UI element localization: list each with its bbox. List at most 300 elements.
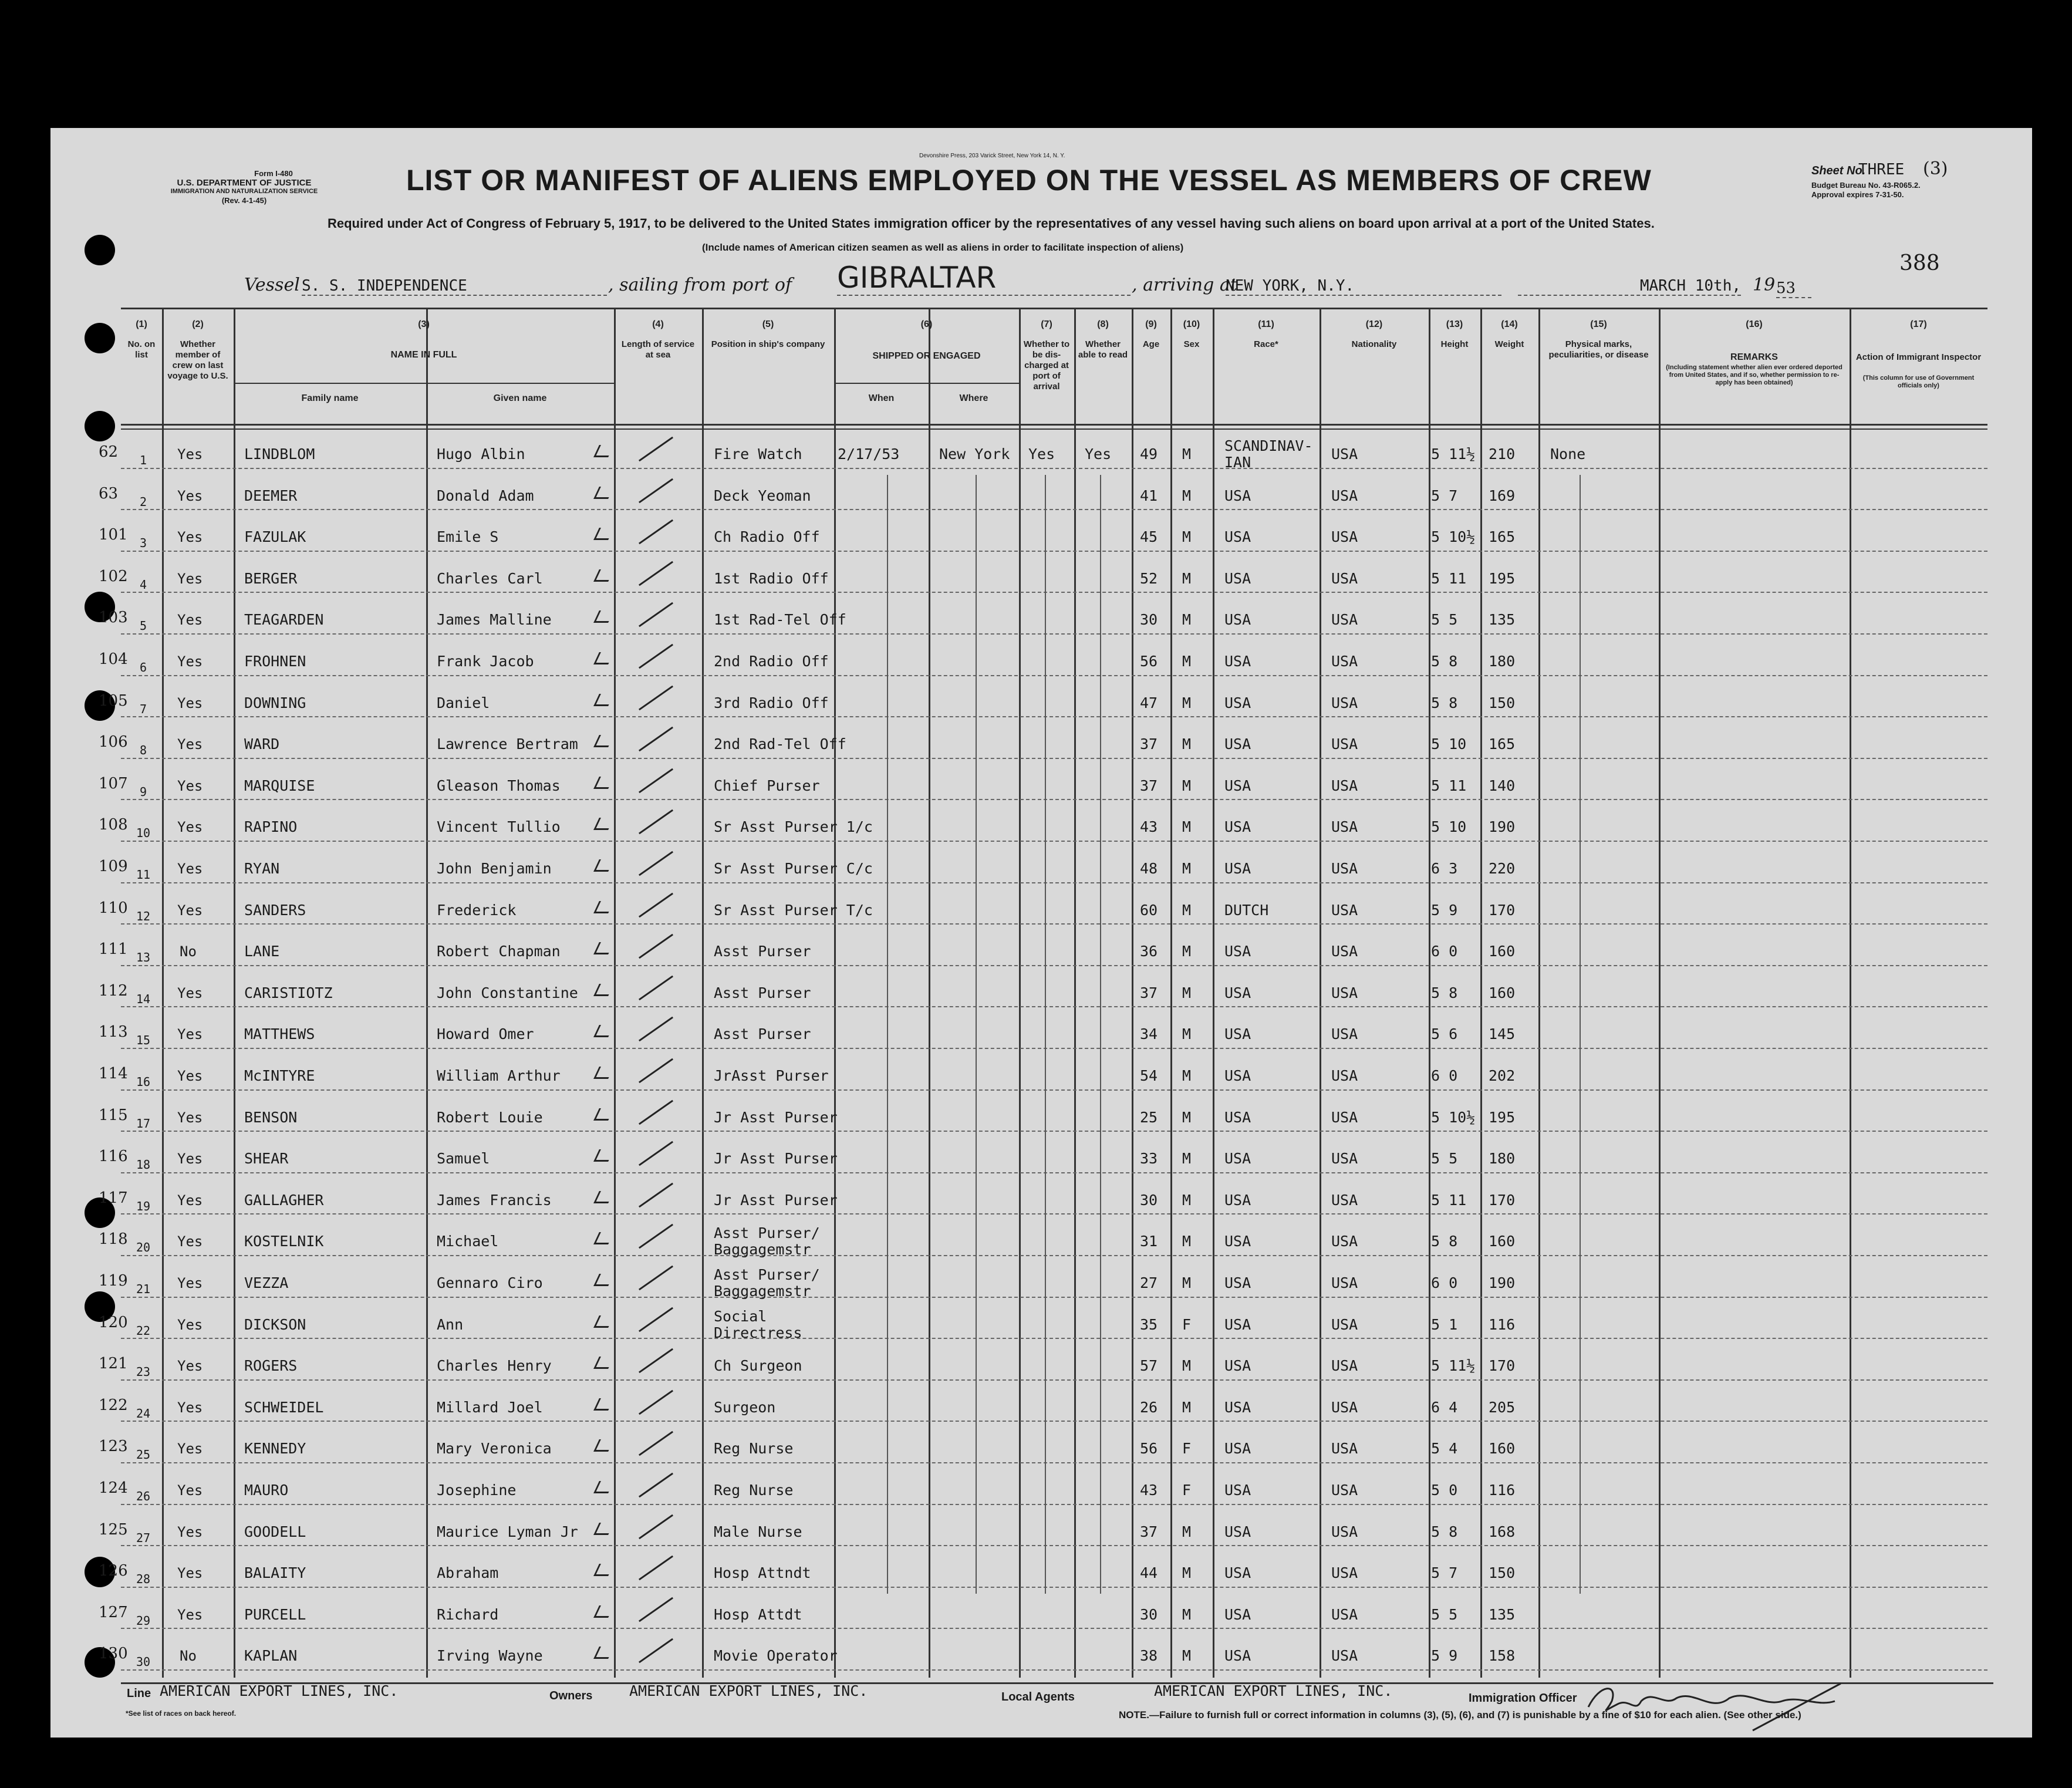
service-mark: [639, 1556, 673, 1581]
cell-last: Yes: [177, 1606, 203, 1623]
service-mark: [639, 1514, 673, 1539]
cell-sex: M: [1182, 901, 1192, 919]
cell-family: GALLAGHER: [244, 1191, 324, 1209]
check-mark: [593, 777, 614, 789]
cell-weight: 195: [1489, 569, 1516, 587]
cell-family: BENSON: [244, 1108, 298, 1126]
cell-family: BERGER: [244, 569, 298, 587]
column-number: (3): [418, 319, 430, 329]
cell-given: Gleason Thomas: [437, 777, 561, 794]
cell-height: 6 4: [1431, 1398, 1458, 1416]
cell-height: 5 10: [1431, 818, 1467, 836]
cell-nat: USA: [1331, 1150, 1358, 1168]
cell-sex: M: [1182, 653, 1192, 670]
cell-height: 5 10: [1431, 736, 1467, 753]
cell-position2: Baggagemstr: [714, 1241, 811, 1259]
cell-age: 37: [1140, 777, 1158, 794]
cell-family: DEEMER: [244, 487, 298, 504]
cell-age: 49: [1140, 446, 1158, 463]
cell-weight: 190: [1489, 818, 1516, 836]
cell-position: Asst Purser/: [714, 1266, 820, 1283]
ditto-line: [1045, 475, 1046, 1594]
cell-sex: M: [1182, 1191, 1192, 1209]
cell-hand: 125: [99, 1520, 128, 1539]
cell-weight: 165: [1489, 528, 1516, 546]
service-mark: [639, 478, 673, 503]
column-number: (6): [920, 319, 933, 329]
cell-age: 37: [1140, 984, 1158, 1001]
cell-sex: M: [1182, 1647, 1192, 1665]
cell-hand: 107: [99, 774, 128, 792]
cell-no: 19: [136, 1199, 151, 1213]
cell-weight: 165: [1489, 736, 1516, 753]
sheet-number-paren: (3): [1923, 158, 1948, 179]
cell-no: 5: [140, 619, 147, 633]
cell-race: USA: [1224, 1067, 1251, 1084]
service-mark: [639, 1307, 673, 1332]
cell-race: USA: [1224, 487, 1251, 504]
column-header: Whether able to read: [1078, 339, 1128, 360]
check-mark: [593, 1025, 614, 1037]
cell-nat: USA: [1331, 1523, 1358, 1540]
cell-sex: M: [1182, 1523, 1192, 1540]
cell-hand: 62: [99, 443, 119, 461]
cell-height: 5 5: [1431, 1150, 1458, 1168]
column-header-inspector: Action of Immigrant Inspector: [1855, 352, 1982, 362]
cell-position: 1st Radio Off: [714, 569, 829, 587]
cell-weight: 170: [1489, 1357, 1516, 1375]
cell-hand: 63: [99, 484, 119, 502]
check-mark: [593, 1357, 614, 1369]
cell-last: No: [180, 943, 197, 960]
cell-weight: 180: [1489, 1150, 1516, 1168]
cell-race: DUTCH: [1224, 901, 1269, 919]
cell-given: Daniel: [437, 694, 490, 711]
cell-given: Josephine: [437, 1482, 517, 1499]
immigration-officer-label: Immigration Officer: [1469, 1692, 1577, 1705]
cell-last: Yes: [177, 984, 203, 1001]
service-mark: [639, 1266, 673, 1291]
cell-last: Yes: [177, 1275, 203, 1291]
cell-hand: 103: [99, 609, 128, 627]
cell-nat: USA: [1331, 487, 1358, 504]
cell-height: 6 0: [1431, 1067, 1458, 1084]
manifest-sheet: [50, 128, 2032, 1738]
cell-hand: 117: [99, 1189, 128, 1207]
cell-family: DOWNING: [244, 694, 306, 711]
cell-nat: USA: [1331, 818, 1358, 836]
year: 53: [1776, 279, 1811, 298]
cell-age: 44: [1140, 1564, 1158, 1582]
service-mark: [639, 727, 673, 752]
cell-nat: USA: [1331, 1605, 1358, 1623]
cell-sex: M: [1182, 736, 1192, 753]
sheet-number: THREE: [1858, 161, 1905, 178]
department: U.S. DEPARTMENT OF JUSTICE IMMIGRATION AND NATURALIZATION SERVICE (Rev. 4-1-45): [170, 178, 318, 205]
cell-race: USA: [1224, 1482, 1251, 1499]
cell-nat: USA: [1331, 569, 1358, 587]
cell-no: 21: [136, 1282, 151, 1296]
cell-family: RAPINO: [244, 818, 298, 836]
cell-nat: USA: [1331, 1191, 1358, 1209]
cell-hand: 105: [99, 691, 128, 710]
cell-race: USA: [1224, 1440, 1251, 1458]
cell-no: 13: [136, 950, 151, 965]
cell-race: USA: [1224, 777, 1251, 794]
cell-family: VEZZA: [244, 1274, 289, 1291]
cell-no: 8: [140, 743, 147, 758]
cell-sex: M: [1182, 1150, 1192, 1168]
cell-sex: M: [1182, 1067, 1192, 1084]
cell-sex: M: [1182, 984, 1192, 1001]
cell-age: 26: [1140, 1398, 1158, 1416]
cell-position: Hosp Attndt: [714, 1564, 811, 1582]
crew-table: [50, 128, 2032, 1738]
column-number: (11): [1258, 319, 1274, 329]
cell-weight: 145: [1489, 1025, 1516, 1043]
check-mark: [593, 1398, 614, 1411]
cell-position2: Directress: [714, 1324, 802, 1341]
check-mark: [593, 901, 614, 913]
cell-given: Michael: [437, 1233, 499, 1250]
column-header-remarks: REMARKS: [1730, 352, 1778, 362]
cell-hand: 110: [99, 899, 128, 917]
vessel-name: S. S. INDEPENDENCE: [302, 277, 607, 296]
column-number: (15): [1590, 319, 1607, 329]
arrival-date: MARCH 10th,: [1518, 277, 1741, 296]
cell-no: 1: [140, 453, 147, 467]
cell-position: Hosp Attdt: [714, 1605, 802, 1623]
cell-nat: USA: [1331, 528, 1358, 546]
cell-family: SCHWEIDEL: [244, 1398, 324, 1416]
cell-height: 5 7: [1431, 1564, 1458, 1582]
cell-family: BALAITY: [244, 1564, 306, 1582]
ditto-line: [976, 475, 977, 1594]
column-number: (2): [192, 319, 204, 329]
cell-given: John Benjamin: [437, 860, 552, 877]
cell-age: 56: [1140, 1440, 1158, 1458]
cell-position: Jr Asst Purser: [714, 1191, 838, 1209]
ditto-line: [1580, 475, 1581, 1594]
cell-nat: USA: [1331, 1315, 1358, 1333]
cell-position: Social: [714, 1307, 767, 1325]
cell-position: Ch Surgeon: [714, 1357, 802, 1375]
cell-no: 30: [136, 1655, 151, 1669]
cell-weight: 168: [1489, 1523, 1516, 1540]
cell-hand: 114: [99, 1065, 128, 1082]
service-mark: [639, 602, 673, 628]
cell-no: 23: [136, 1365, 151, 1379]
cell-height: 5 4: [1431, 1440, 1458, 1458]
printer-line: Devonshire Press, 203 Varick Street, New York 14, N. Y.: [919, 153, 1065, 159]
cell-no: 16: [136, 1075, 151, 1089]
cell-sex: M: [1182, 818, 1192, 836]
cell-hand: 118: [99, 1230, 128, 1249]
check-mark: [593, 1605, 614, 1618]
cell-given: John Constantine: [437, 984, 578, 1001]
owners-name: AMERICAN EXPORT LINES, INC.: [629, 1682, 868, 1699]
cell-given: Maurice Lyman Jr: [437, 1523, 578, 1540]
cell-weight: 160: [1489, 1233, 1516, 1250]
cell-hand: 116: [99, 1148, 128, 1166]
column-header: Nationality: [1351, 339, 1397, 349]
cell-age: 34: [1140, 1025, 1158, 1043]
cell-family: MAURO: [244, 1482, 289, 1499]
cell-age: 52: [1140, 569, 1158, 587]
cell-race: USA: [1224, 1233, 1251, 1250]
cell-sex: M: [1182, 777, 1192, 794]
cell-weight: 160: [1489, 984, 1516, 1001]
cell-weight: 210: [1489, 446, 1516, 463]
cell-read: Yes: [1085, 446, 1112, 463]
service-mark: [639, 1017, 673, 1042]
cell-family: LANE: [244, 943, 280, 960]
cell-height: 5 5: [1431, 1605, 1458, 1623]
departure-port: GIBRALTAR: [837, 261, 1131, 296]
cell-position: Asst Purser: [714, 1025, 811, 1043]
cell-hand: 106: [99, 733, 128, 751]
cell-no: 6: [140, 660, 147, 674]
column-number: (10): [1183, 319, 1200, 329]
cell-hand: 115: [99, 1106, 128, 1124]
cell-given: James Francis: [437, 1191, 552, 1209]
sailing-label: , sailing from port of: [608, 275, 792, 295]
cell-given: Frank Jacob: [437, 653, 534, 670]
cell-nat: USA: [1331, 736, 1358, 753]
service-mark: [639, 1389, 673, 1415]
cell-no: 17: [136, 1116, 151, 1131]
cell-sex: M: [1182, 694, 1192, 711]
ditto-line: [887, 475, 888, 1594]
column-number: (5): [762, 319, 774, 329]
cell-weight: 190: [1489, 1274, 1516, 1291]
cell-height: 5 8: [1431, 1523, 1458, 1540]
cell-last: Yes: [177, 1399, 203, 1416]
check-mark: [593, 652, 614, 664]
cell-sex: M: [1182, 1564, 1192, 1582]
check-mark: [593, 818, 614, 830]
cell-nat: USA: [1331, 1398, 1358, 1416]
cell-family: KOSTELNIK: [244, 1233, 324, 1250]
cell-given: Donald Adam: [437, 487, 534, 504]
cell-family: GOODELL: [244, 1523, 306, 1540]
cell-position: Male Nurse: [714, 1523, 802, 1540]
cell-age: 27: [1140, 1274, 1158, 1291]
cell-race: USA: [1224, 1398, 1251, 1416]
cell-nat: USA: [1331, 1357, 1358, 1375]
cell-position2: Baggagemstr: [714, 1283, 811, 1300]
cell-hand: 119: [99, 1272, 128, 1290]
cell-position: Sr Asst Purser T/c: [714, 901, 873, 919]
check-mark: [593, 942, 614, 954]
cell-race: USA: [1224, 818, 1251, 836]
cell-sex: F: [1182, 1440, 1192, 1458]
line-name: AMERICAN EXPORT LINES, INC.: [160, 1682, 399, 1699]
cell-given: Abraham: [437, 1564, 499, 1582]
cell-last: Yes: [177, 1192, 203, 1209]
cell-last: Yes: [177, 819, 203, 836]
cell-given: Irving Wayne: [437, 1647, 543, 1665]
cell-position: 3rd Radio Off: [714, 694, 829, 711]
cell-given: Richard: [437, 1605, 499, 1623]
cell-race: USA: [1224, 736, 1251, 753]
cell-nat: USA: [1331, 1440, 1358, 1458]
cell-last: Yes: [177, 487, 203, 504]
column-header: Whether member of crew on last voyage to U.S.: [167, 339, 228, 381]
cell-no: 3: [140, 536, 147, 551]
cell-race: USA: [1224, 1605, 1251, 1623]
column-header: Position in ship's company: [711, 339, 825, 349]
check-mark: [593, 1191, 614, 1203]
cell-race: USA: [1224, 611, 1251, 629]
cell-given: Robert Louie: [437, 1108, 543, 1126]
cell-last: Yes: [177, 736, 203, 753]
service-mark: [639, 768, 673, 793]
cell-hand: 123: [99, 1438, 128, 1456]
cell-height: 5 5: [1431, 611, 1458, 629]
cell-weight: 140: [1489, 777, 1516, 794]
cell-age: 43: [1140, 1482, 1158, 1499]
check-mark: [593, 1523, 614, 1535]
service-mark: [639, 1058, 673, 1084]
cell-hand: 126: [99, 1562, 128, 1580]
cell-nat: USA: [1331, 1067, 1358, 1084]
cell-no: 29: [136, 1613, 151, 1628]
cell-age: 30: [1140, 1605, 1158, 1623]
cell-race: USA: [1224, 1150, 1251, 1168]
cell-position: Reg Nurse: [714, 1482, 794, 1499]
cell-weight: 195: [1489, 1108, 1516, 1126]
cell-position: Movie Operator: [714, 1647, 838, 1665]
cell-race: SCANDINAV-: [1224, 437, 1313, 454]
cell-no: 15: [136, 1033, 151, 1048]
cell-nat: USA: [1331, 611, 1358, 629]
cell-nat: USA: [1331, 943, 1358, 960]
service-mark: [639, 1473, 673, 1498]
cell-last: Yes: [177, 1482, 203, 1499]
cell-given: Emile S: [437, 528, 499, 546]
cell-age: 43: [1140, 818, 1158, 836]
cell-height: 5 8: [1431, 653, 1458, 670]
service-mark: [639, 1348, 673, 1374]
arrival-port: NEW YORK, N.Y.: [1226, 277, 1501, 296]
check-mark: [593, 1108, 614, 1121]
cell-last: Yes: [177, 1068, 203, 1084]
cell-nat: USA: [1331, 1564, 1358, 1582]
cell-family: KENNEDY: [244, 1440, 306, 1458]
agents-label: Local Agents: [1001, 1691, 1075, 1703]
vessel-label: Vessel: [244, 275, 300, 295]
cell-height: 5 11: [1431, 1191, 1467, 1209]
cell-age: 48: [1140, 860, 1158, 877]
column-header: Length of service at sea: [621, 339, 695, 360]
column-number: (1): [136, 319, 147, 329]
cell-hand: 127: [99, 1603, 128, 1621]
check-mark: [593, 735, 614, 747]
agents-name: AMERICAN EXPORT LINES, INC.: [1154, 1682, 1393, 1699]
cell-age: 33: [1140, 1150, 1158, 1168]
cell-hand: 121: [99, 1355, 128, 1373]
column-number: (12): [1365, 319, 1383, 329]
cell-age: 36: [1140, 943, 1158, 960]
cell-hand: 112: [99, 981, 128, 1000]
cell-weight: 202: [1489, 1067, 1516, 1084]
check-mark: [593, 1647, 614, 1659]
service-mark: [639, 851, 673, 876]
cell-hand: 104: [99, 650, 128, 668]
column-header-name: NAME IN FULL: [390, 350, 457, 360]
cell-age: 60: [1140, 901, 1158, 919]
cell-given: James Malline: [437, 611, 552, 629]
cell-race: USA: [1224, 1108, 1251, 1126]
cell-nat: USA: [1331, 653, 1358, 670]
cell-hand: 101: [99, 526, 128, 544]
column-header: Weight: [1494, 339, 1524, 349]
cell-position: Jr Asst Purser: [714, 1108, 838, 1126]
cell-weight: 158: [1489, 1647, 1516, 1665]
year-prefix: 19: [1753, 275, 1776, 295]
cell-height: 6 0: [1431, 943, 1458, 960]
cell-last: Yes: [177, 1151, 203, 1168]
cell-last: Yes: [177, 1316, 203, 1333]
column-number: (13): [1446, 319, 1463, 329]
cell-age: 57: [1140, 1357, 1158, 1375]
cell-hand: 113: [99, 1023, 128, 1041]
cell-family: DICKSON: [244, 1315, 306, 1333]
cell-last: Yes: [177, 902, 203, 919]
cell-family: ROGERS: [244, 1357, 298, 1375]
cell-position: Jr Asst Purser: [714, 1150, 838, 1168]
cell-weight: 150: [1489, 1564, 1516, 1582]
cell-race: USA: [1224, 1025, 1251, 1043]
cell-family: FROHNEN: [244, 653, 306, 670]
check-mark: [593, 610, 614, 623]
check-mark: [593, 528, 614, 540]
cell-given: Charles Henry: [437, 1357, 552, 1375]
officer-signature: [1577, 1672, 1882, 1736]
cell-family: SHEAR: [244, 1150, 289, 1168]
column-number: (16): [1746, 319, 1763, 329]
cell-weight: 160: [1489, 943, 1516, 960]
cell-sex: M: [1182, 487, 1192, 504]
cell-family: FAZULAK: [244, 528, 306, 546]
cell-race: USA: [1224, 1274, 1251, 1291]
column-header: Physical marks, peculiarities, or disease: [1548, 339, 1649, 360]
cell-sex: M: [1182, 1233, 1192, 1250]
cell-age: 35: [1140, 1315, 1158, 1333]
cell-position: JrAsst Purser: [714, 1067, 829, 1084]
include-note: (Include names of American citizen seamen as well as aliens in order to facilitate inspection of aliens): [702, 242, 1184, 253]
cell-position: Ch Radio Off: [714, 528, 820, 546]
cell-given: Hugo Albin: [437, 446, 525, 463]
cell-age: 30: [1140, 1191, 1158, 1209]
column-header-when: When: [868, 393, 895, 403]
cell-sex: M: [1182, 446, 1192, 463]
cell-nat: USA: [1331, 860, 1358, 877]
service-mark: [639, 561, 673, 586]
cell-race: USA: [1224, 984, 1251, 1001]
cell-sex: F: [1182, 1315, 1192, 1333]
sheet-label: Sheet No.: [1811, 164, 1866, 177]
cell-given: Howard Omer: [437, 1025, 534, 1043]
cell-height: 5 8: [1431, 1233, 1458, 1250]
check-mark: [593, 984, 614, 996]
column-header-where: Where: [959, 393, 988, 403]
cell-weight: 205: [1489, 1398, 1516, 1416]
cell-family: MATTHEWS: [244, 1025, 315, 1043]
column-header-shipped: SHIPPED OR ENGAGED: [872, 351, 981, 361]
cell-weight: 160: [1489, 1440, 1516, 1458]
